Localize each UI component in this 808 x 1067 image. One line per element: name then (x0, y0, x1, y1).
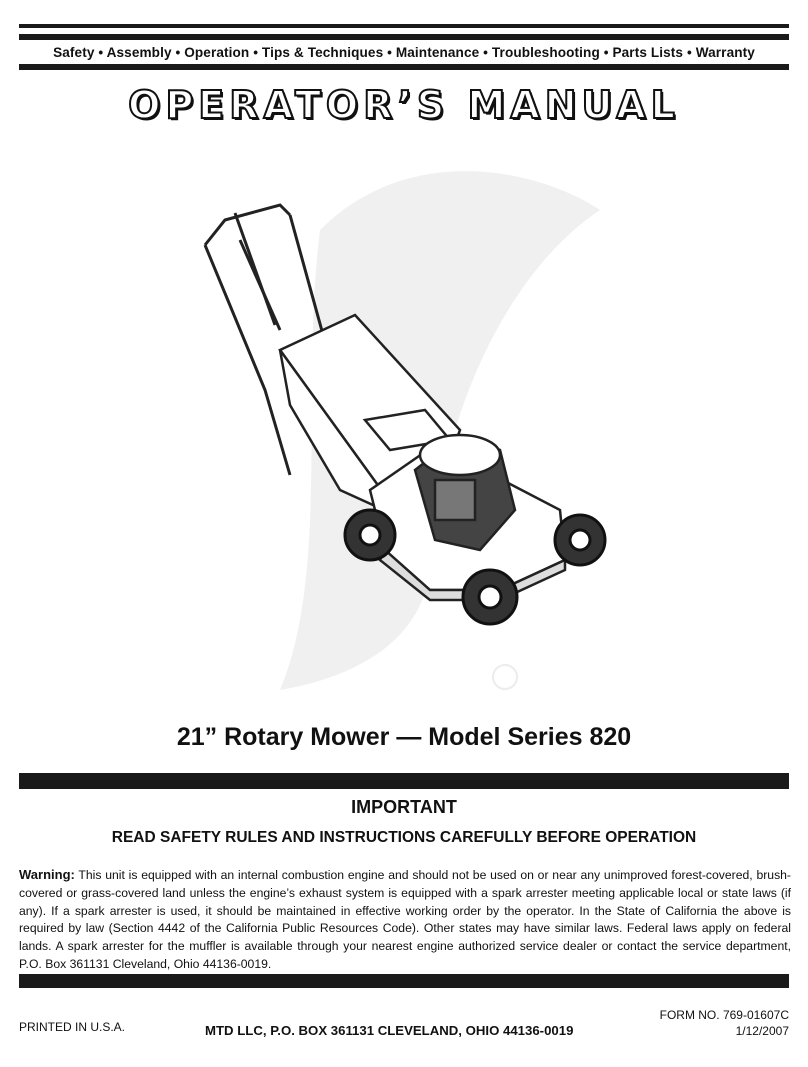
form-number: FORM NO. 769-01607C (659, 1008, 789, 1022)
rule-lower (19, 974, 789, 988)
registered-mark (493, 665, 517, 689)
warning-label: Warning: (19, 867, 75, 882)
section-nav: Safety • Assembly • Operation • Tips & Techniques • Maintenance • Troubleshooting • Parts Lists • Warranty (19, 34, 789, 70)
warning-text: This unit is equipped with an internal combustion engine and should not be used on or near any unimproved forest-covered, brush-covered or grass-covered land unless the engine’s exhaust system is equipped with a spark arrester meeting applicable local or state laws (if any). If a spark arrester is used, it should be maintained in effective working order by the operator. In the State of California the above is required by law (Section 4442 of the California Public Resources Code). Other states may have similar laws. Federal laws apply on federal lands. A spark arrester for the muffler is available through your nearest engine authorized service dealer or contact the service department, P.O. Box 361131 Cleveland, Ohio 44136-0019. (19, 868, 791, 971)
read-safety-heading: READ SAFETY RULES AND INSTRUCTIONS CAREFULLY BEFORE OPERATION (111, 829, 697, 846)
top-rule (19, 24, 789, 28)
warning-paragraph (19, 866, 791, 974)
printed-in: PRINTED IN U.S.A. (19, 1020, 126, 1034)
page-title: OPERATOR’S MANUAL (128, 83, 680, 127)
model-subtitle: 21” Rotary Mower — Model Series 820 (176, 723, 632, 751)
rule-upper (19, 773, 789, 789)
lawn-mower-illustration (180, 150, 630, 700)
form-date: 1/12/2007 (735, 1024, 789, 1038)
important-heading: IMPORTANT (351, 797, 457, 817)
company-address: MTD LLC, P.O. BOX 361131 CLEVELAND, OHIO 44136-0019 (205, 1023, 574, 1038)
